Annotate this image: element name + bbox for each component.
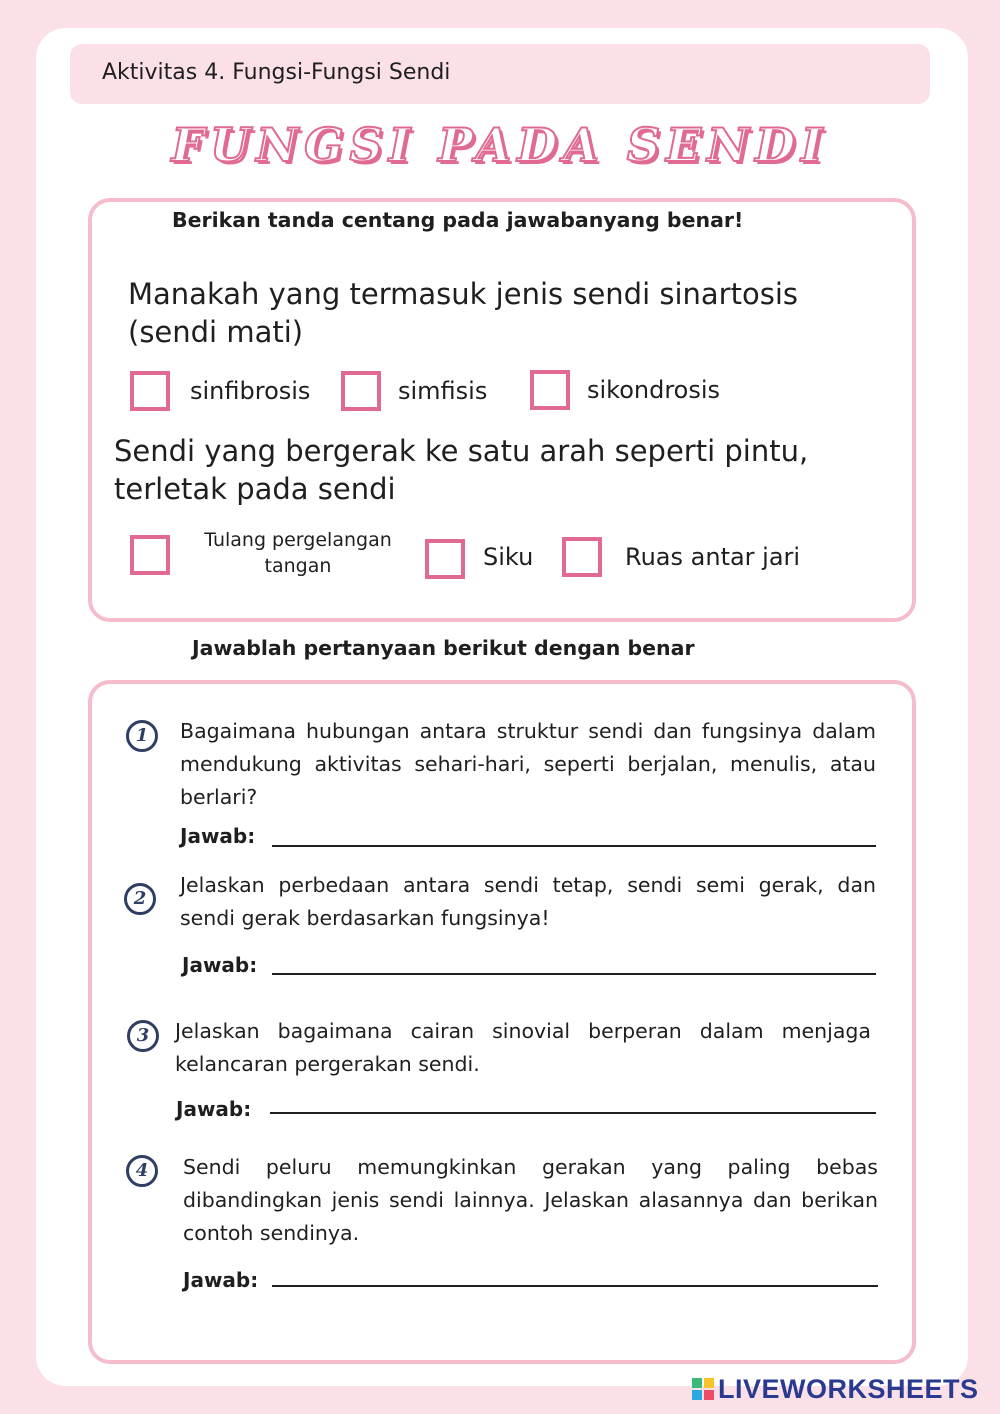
activity-header — [70, 44, 930, 104]
checkbox-simfisis[interactable] — [341, 371, 381, 411]
answer-line-1[interactable] — [272, 845, 876, 847]
answer-line-3[interactable] — [270, 1112, 876, 1114]
answer-label-1: Jawab: — [180, 824, 256, 848]
option-ruas-antar-jari: Ruas antar jari — [625, 543, 801, 571]
checkbox-pergelangan-tangan[interactable] — [130, 535, 170, 575]
essay-question-2: Jelaskan perbedaan antara sendi tetap, sendi semi gerak, dan sendi gerak berdasarkan fungsinya! — [180, 873, 876, 930]
checkbox-sinfibrosis[interactable] — [130, 371, 170, 411]
answer-line-4[interactable] — [272, 1285, 878, 1287]
answer-label-4: Jawab: — [183, 1268, 259, 1292]
page-title: FUNGSI PADA SENDI — [171, 118, 829, 172]
checkbox-ruas-antar-jari[interactable] — [562, 537, 602, 577]
question1-line2: (sendi mati) — [128, 315, 304, 349]
essay-question-3: Jelaskan bagaimana cairan sinovial berperan dalam menjaga kelancaran pergerakan sendi. — [175, 1019, 871, 1076]
essay-instruction: Jawablah pertanyaan berikut dengan benar — [192, 636, 695, 660]
answer-label-3: Jawab: — [176, 1097, 252, 1121]
option-pergelangan-line1: Tulang pergelangan — [204, 529, 392, 551]
option-pergelangan-line2: tangan — [264, 555, 332, 577]
question-number-4: 4 — [126, 1155, 158, 1187]
question2-line2: terletak pada sendi — [114, 472, 396, 506]
liveworksheets-logo-icon — [692, 1378, 714, 1400]
question1-line1: Manakah yang termasuk jenis sendi sinartosis — [128, 277, 798, 311]
answer-line-2[interactable] — [272, 973, 876, 975]
question2-line1: Sendi yang bergerak ke satu arah seperti pintu, — [114, 434, 809, 468]
answer-label-2: Jawab: — [182, 953, 258, 977]
option-simfisis: simfisis — [398, 377, 488, 405]
checkbox-siku[interactable] — [425, 539, 465, 579]
question2-text — [114, 432, 808, 508]
brand-text: LIVEWORKSHEETS — [718, 1374, 979, 1404]
question-number-3: 3 — [127, 1020, 159, 1052]
question1-text — [128, 275, 798, 351]
checkbox-instruction: Berikan tanda centang pada jawabanyang benar! — [172, 208, 744, 232]
question-number-2: 2 — [124, 883, 156, 915]
essay-question-4: Sendi peluru memungkinkan gerakan yang paling bebas dibandingkan jenis sendi lainnya. Jelaskan alasannya dan berikan contoh sendinya. — [183, 1155, 878, 1245]
option-siku: Siku — [483, 543, 534, 571]
option-sikondrosis: sikondrosis — [587, 376, 721, 404]
liveworksheets-logo[interactable] — [692, 1374, 979, 1406]
option-pergelangan-tangan — [180, 527, 416, 579]
checkbox-sikondrosis[interactable] — [530, 370, 570, 410]
question-number-1: 1 — [126, 720, 158, 752]
activity-label: Aktivitas 4. Fungsi-Fungsi Sendi — [102, 60, 451, 85]
essay-question-1: Bagaimana hubungan antara struktur sendi dan fungsinya dalam mendukung aktivitas sehari-hari, seperti berjalan, menulis, atau berlari? — [180, 719, 876, 809]
option-sinfibrosis: sinfibrosis — [190, 377, 311, 405]
